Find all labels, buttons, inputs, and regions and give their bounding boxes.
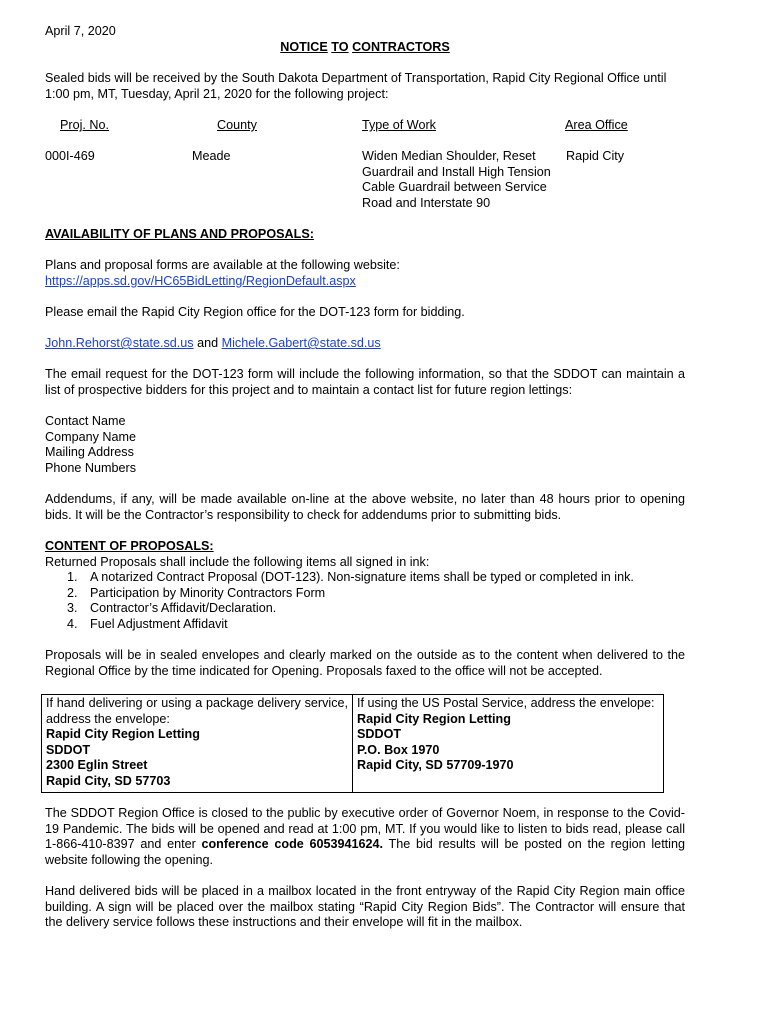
hand-delivery-line: 2300 Eglin Street <box>46 758 148 773</box>
email-link-rehorst[interactable]: John.Rehorst@state.sd.us <box>45 336 194 350</box>
proposal-item: 1. A notarized Contract Proposal (DOT-123). Non-signature items shall be typed or completed in ink. <box>67 570 634 584</box>
info-item-contact-name: Contact Name <box>45 414 126 428</box>
content-heading: CONTENT OF PROPOSALS: <box>45 539 214 553</box>
delivery-address-table <box>41 694 664 793</box>
hand-delivery-line: SDDOT <box>46 742 91 757</box>
project-header-row <box>45 118 685 134</box>
project-area-office: Rapid City <box>566 149 625 163</box>
info-item-mailing-address: Mailing Address <box>45 445 134 460</box>
project-type-of-work: Widen Median Shoulder, Reset Guardrail and Install High Tension Cable Guardrail between Service Road and Interstate 90 <box>362 149 551 210</box>
info-item-company-name: Company Name <box>45 429 136 444</box>
hand-delivery-line: Rapid City, SD 57703 <box>46 773 171 788</box>
header-county: County <box>217 118 257 132</box>
hand-delivery-line: Rapid City Region Letting <box>46 727 200 742</box>
email-request-paragraph: The email request for the DOT-123 form will include the following information, so that the SDDOT can maintain a list of prospective bidders for this project and to maintain a contact list for future region lettings: <box>45 367 685 397</box>
title-word-notice: NOTICE <box>280 40 328 54</box>
info-item-phone-numbers: Phone Numbers <box>45 460 137 475</box>
proposal-item: 4. Fuel Adjustment Affidavit <box>67 616 228 631</box>
sealed-envelopes-paragraph: Proposals will be in sealed envelopes and clearly marked on the outside as to the content when delivered to the Regional Office by the time indicated for Opening. Proposals faxed to the office will not be accepted. <box>45 648 685 678</box>
availability-heading: AVAILABILITY OF PLANS AND PROPOSALS: <box>45 227 314 241</box>
header-type-of-work: Type of Work <box>362 118 436 132</box>
proposal-item: 2. Participation by Minority Contractors Form <box>67 585 326 600</box>
title-word-to: TO <box>331 40 349 54</box>
email-contacts <box>45 336 685 352</box>
notice-date: April 7, 2020 <box>45 24 116 38</box>
mailbox-paragraph: Hand delivered bids will be placed in a mailbox located in the front entryway of the Rapid City Region main office building. A sign will be placed over the mailbox stating “Rapid City Region Bids”. The Contractor will ensure that the delivery service follows these instructions and their envelope will fit in the mailbox. <box>45 884 685 930</box>
required-info-list <box>45 414 685 476</box>
proposal-item: 3. Contractor’s Affidavit/Declaration. <box>67 601 277 616</box>
title-word-contractors: CONTRACTORS <box>352 40 450 54</box>
conference-code: conference code 6053941624. <box>201 837 384 852</box>
header-proj-no: Proj. No. <box>60 118 109 132</box>
postal-address-line: Rapid City, SD 57709-1970 <box>357 758 514 773</box>
postal-address-line: Rapid City Region Letting <box>357 711 511 726</box>
plans-available-text: Plans and proposal forms are available at the following website: <box>45 258 400 272</box>
postal-service-address-cell <box>353 695 664 793</box>
postal-service-header: If using the US Postal Service, address the envelope: <box>357 696 655 710</box>
header-area-office: Area Office <box>565 118 628 132</box>
proposal-items-list <box>45 570 685 632</box>
email-instruction-text: Please email the Rapid City Region office for the DOT-123 form for bidding. <box>45 305 465 319</box>
office-closed-paragraph: The SDDOT Region Office is closed to the public by executive order of Governor Noem, in response to the Covid-19 Pandemic. The bids will be opened and read at 1:00 pm, MT. If you would like to listen to bids read, please call 1-866-410-8397 and enter conference code 6053941624. The bid results will be posted on the region letting website following the opening. <box>45 806 685 867</box>
project-county: Meade <box>192 149 231 163</box>
email-and-text: and <box>197 336 219 350</box>
email-link-gabert[interactable]: Michele.Gabert@state.sd.us <box>221 336 381 350</box>
postal-address-line: P.O. Box 1970 <box>357 742 440 757</box>
hand-delivery-header: If hand delivering or using a package delivery service, address the envelope: <box>46 696 348 726</box>
bid-letting-website-link[interactable]: https://apps.sd.gov/HC65BidLetting/RegionDefault.aspx <box>45 274 356 288</box>
addendums-paragraph: Addendums, if any, will be made available on-line at the above website, no later than 48 hours prior to opening bids. It will be the Contractor’s responsibility to check for addendums prior to submitting bids. <box>45 492 685 522</box>
page-title <box>45 40 685 56</box>
intro-paragraph: Sealed bids will be received by the South Dakota Department of Transportation, Rapid City Regional Office until 1:00 pm, MT, Tuesday, April 21, 2020 for the following project: <box>45 71 667 101</box>
content-intro: Returned Proposals shall include the following items all signed in ink: <box>45 555 430 569</box>
postal-address-line: SDDOT <box>357 727 402 742</box>
hand-delivery-address-cell <box>42 695 353 793</box>
project-number: 000I-469 <box>45 149 95 163</box>
